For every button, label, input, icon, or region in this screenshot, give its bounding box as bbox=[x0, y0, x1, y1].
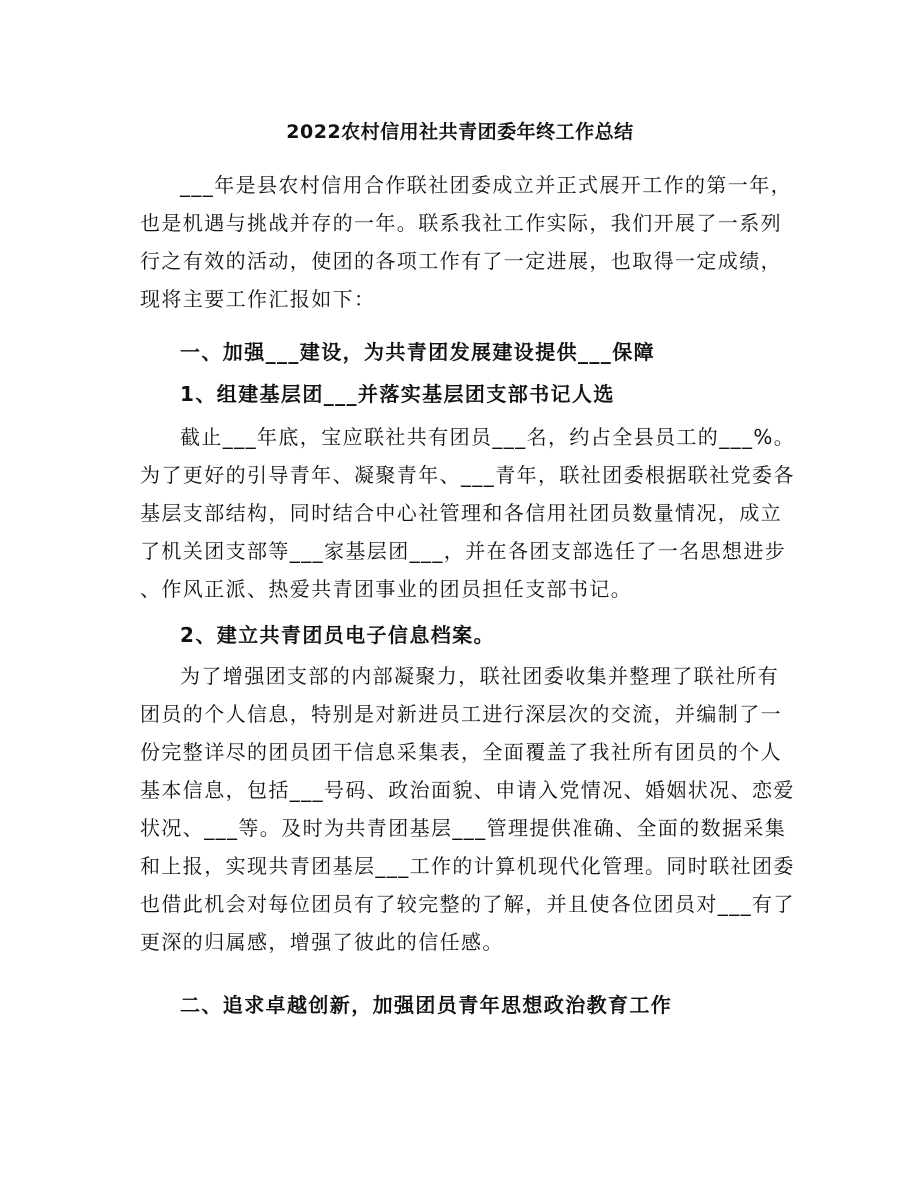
paragraph-line: ___年是县农村信用合作联社团委成立并正式展开工作的第一年， bbox=[180, 173, 792, 197]
paragraph-line: 为了更好的引导青年、凝聚青年、___青年，联社团委根据联社党委各 bbox=[140, 463, 795, 487]
paragraph-line: 也借此机会对每位团员有了较完整的了解，并且使各位团员对___有了 bbox=[140, 892, 795, 916]
section-heading-1: 一、加强___建设，为共青团发展建设提供___保障 bbox=[180, 340, 655, 364]
subsection-heading-1: 1、组建基层团___并落实基层团支部书记人选 bbox=[180, 382, 615, 406]
subsection-heading-2: 2、建立共青团员电子信息档案。 bbox=[180, 623, 495, 647]
paragraph-line: 团员的个人信息，特别是对新进员工进行深层次的交流，并编制了一 bbox=[140, 702, 782, 726]
paragraph-line: 了机关团支部等___家基层团___，并在各团支部选任了一名思想进步 bbox=[140, 539, 787, 563]
paragraph-line: 状况、___等。及时为共青团基层___管理提供准确、全面的数据采集 bbox=[140, 816, 787, 840]
paragraph-line: 行之有效的活动，使团的各项工作有了一定进展，也取得一定成绩， bbox=[140, 249, 782, 273]
paragraph-line: 截止___年底，宝应联社共有团员___名，约占全县员工的___%。 bbox=[180, 425, 796, 449]
subsection-1-paragraph bbox=[140, 418, 796, 608]
intro-paragraph bbox=[140, 166, 790, 318]
paragraph-line: 、作风正派、热爱共青团事业的团员担任支部书记。 bbox=[140, 577, 633, 601]
paragraph-line: 和上报，实现共青团基层___工作的计算机现代化管理。同时联社团委 bbox=[140, 854, 795, 878]
paragraph-line: 基本信息，包括___号码、政治面貌、申请入党情况、婚姻状况、恋爱 bbox=[140, 778, 795, 802]
paragraph-line: 为了增强团支部的内部凝聚力，联社团委收集并整理了联社所有 bbox=[180, 664, 780, 688]
paragraph-line: 基层支部结构，同时结合中心社管理和各信用社团员数量情况，成立 bbox=[140, 501, 782, 525]
section-heading-2: 二、追求卓越创新，加强团员青年思想政治教育工作 bbox=[180, 993, 673, 1017]
document-title: 2022农村信用社共青团委年终工作总结 bbox=[286, 121, 634, 143]
paragraph-line: 份完整详尽的团员团干信息采集表，全面覆盖了我社所有团员的个人 bbox=[140, 740, 782, 764]
subsection-2-paragraph bbox=[140, 657, 795, 961]
paragraph-line: 也是机遇与挑战并存的一年。联系我社工作实际，我们开展了一系列 bbox=[140, 211, 782, 235]
paragraph-line: 现将主要工作汇报如下： bbox=[140, 287, 376, 311]
paragraph-line: 更深的归属感，增强了彼此的信任感。 bbox=[140, 930, 504, 954]
